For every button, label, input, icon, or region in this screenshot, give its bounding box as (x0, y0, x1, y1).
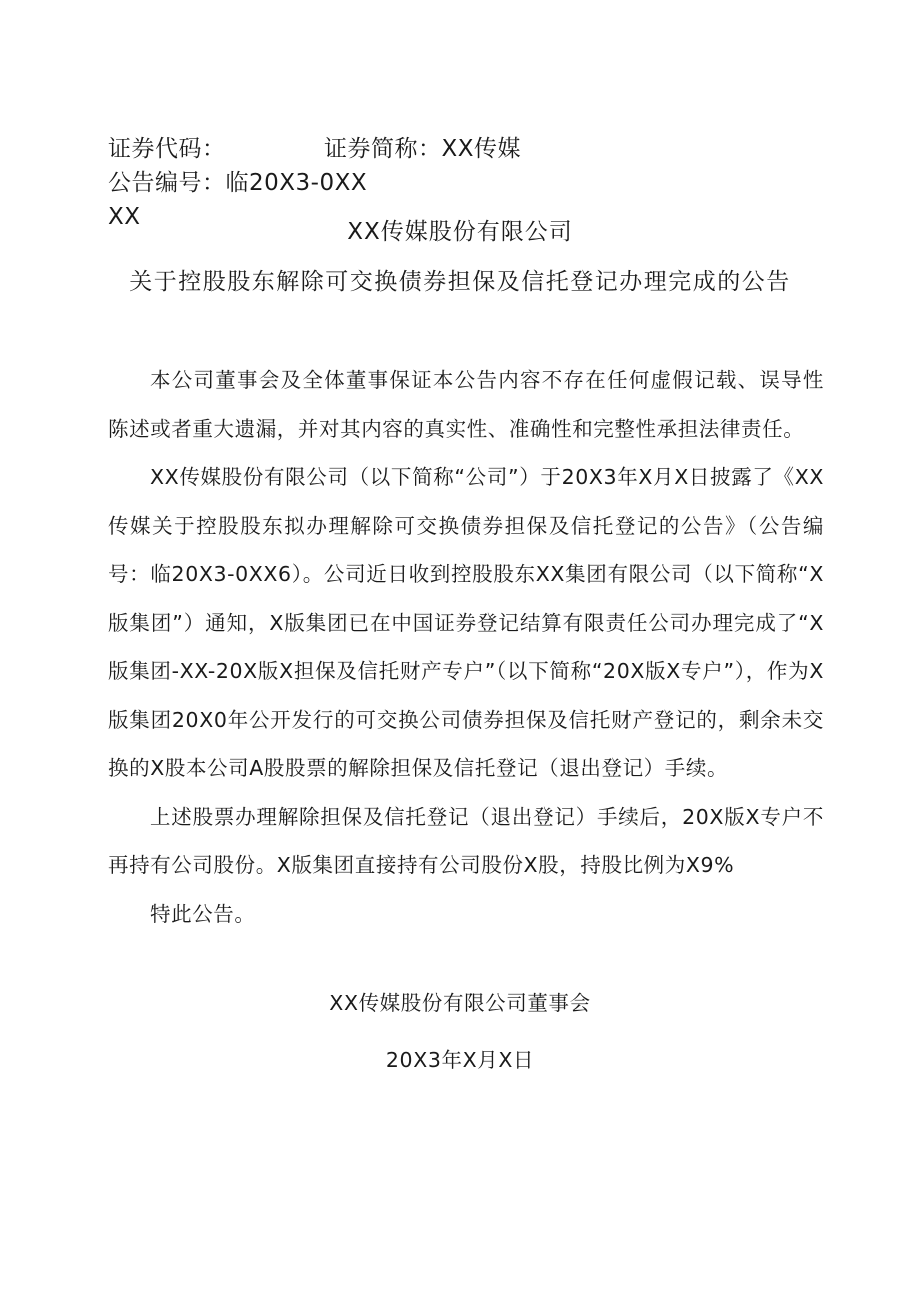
statement-paragraph: 本公司董事会及全体董事保证本公告内容不存在任何虚假记载、误导性陈述或者重大遗漏，并对其内容的真实性、准确性和完整性承担法律责任。 (108, 368, 824, 441)
security-abbreviation: 证券简称：XX传媒 (324, 136, 522, 162)
announcement-body (108, 356, 824, 938)
shareholding-paragraph: 上述股票办理解除担保及信托登记（退出登记）手续后，20X版X专户不再持有公司股份。X版集团直接持有公司股份X股，持股比例为X9% (108, 804, 824, 877)
signature-organization: XX传媒股份有限公司董事会 (329, 991, 591, 1015)
announcement-number-tail: XX (108, 204, 141, 230)
security-code-label: 证券代码： (108, 136, 226, 162)
announcement-number: 公告编号：临20X3-0XX (108, 170, 368, 196)
closing-paragraph: 特此公告。 (150, 901, 256, 926)
signature-date: 20X3年X月X日 (385, 1048, 535, 1072)
disclosure-paragraph: XX传媒股份有限公司（以下简称“公司”）于20X3年X月X日披露了《XX传媒关于控股股东拟办理解除可交换债券担保及信托登记的公告》（公告编号：临20X3-0XX6）。公司近日收到控股股东XX集团有限公司（以下简称“X版集团”）通知，X版集团已在中国证券登记结算有限责任公司办理完成了“X版集团-XX-20X版X担保及信托财产专户”（以下简称“20X版X专户”），作为X版集团20X0年公开发行的可交换公司债券担保及信托财产登记的，剩余未交换的X股本公司A股股票的解除担保及信托登记（退出登记）手续。 (108, 465, 824, 780)
company-title: XX传媒股份有限公司 (347, 219, 573, 245)
announcement-subject: 关于控股股东解除可交换债券担保及信托登记办理完成的公告 (129, 269, 791, 295)
